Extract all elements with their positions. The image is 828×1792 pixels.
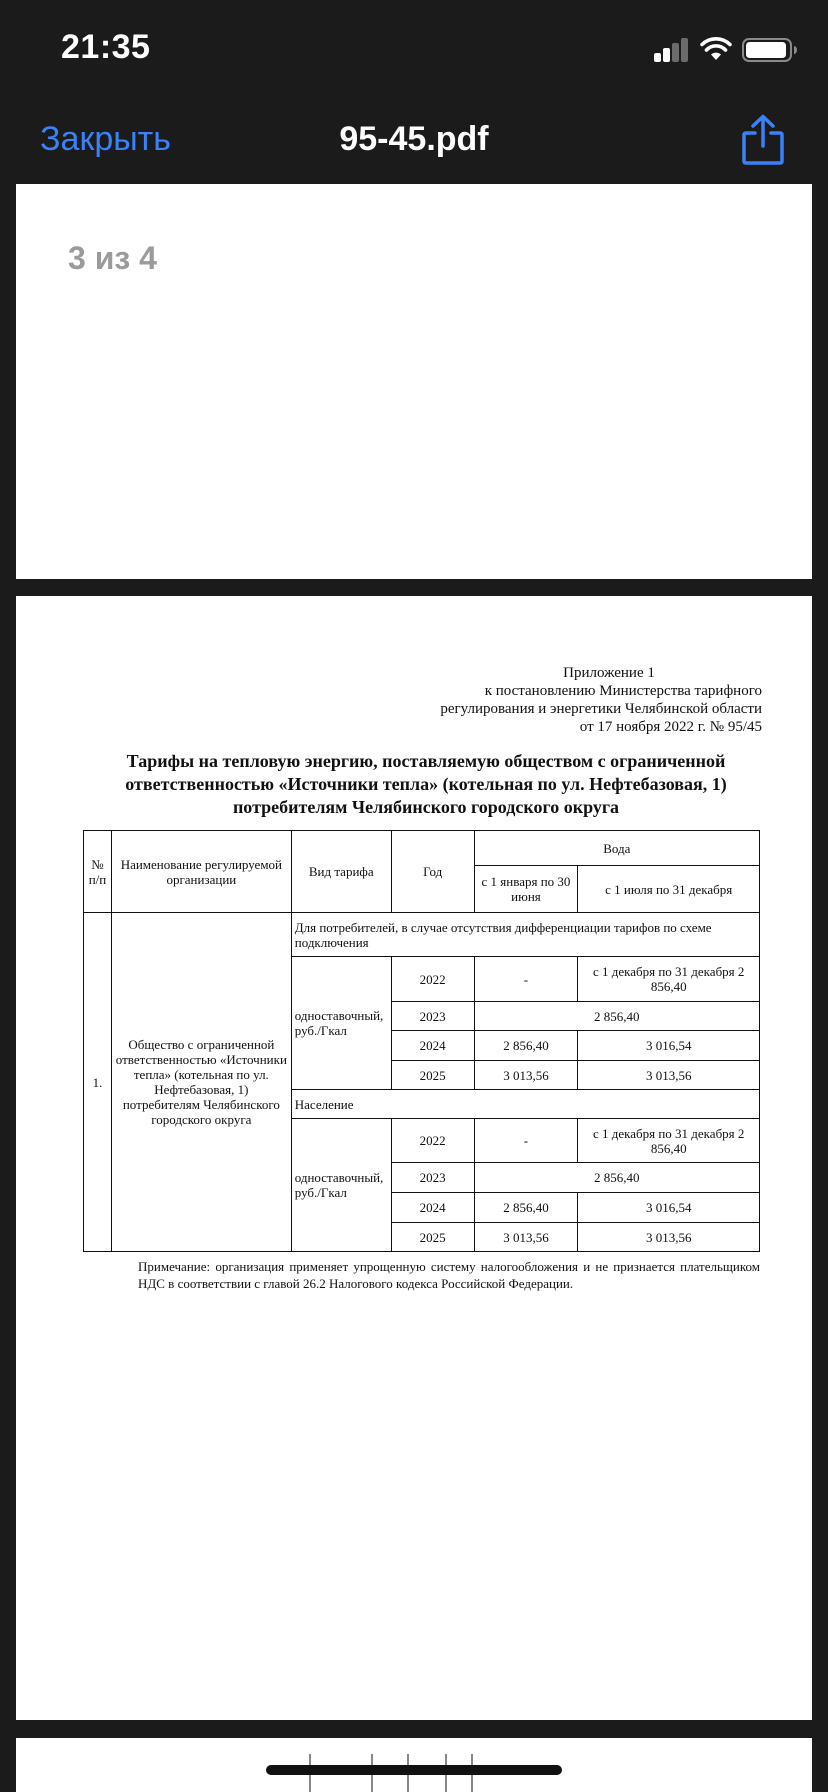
- header-period-2: с 1 июля по 31 декабря: [578, 866, 760, 913]
- home-indicator: [266, 1765, 562, 1775]
- pdf-page-current[interactable]: [16, 596, 812, 1720]
- value-cell: 3 013,56: [474, 1223, 578, 1252]
- tariff-type: одноставочный, руб./Гкал: [291, 1119, 391, 1252]
- year-cell: 2022: [391, 1119, 474, 1163]
- heading-line: потребителям Челябинского городского округа: [232, 797, 620, 817]
- value-cell: с 1 декабря по 31 декабря 2 856,40: [578, 957, 760, 1002]
- pdf-page-previous[interactable]: [16, 184, 812, 579]
- battery-icon: [742, 38, 798, 62]
- value-cell: 3 016,54: [578, 1031, 760, 1061]
- close-button[interactable]: Закрыть: [40, 120, 171, 158]
- status-bar: [0, 0, 828, 92]
- value-cell: 3 013,56: [578, 1223, 760, 1252]
- value-cell: с 1 декабря по 31 декабря 2 856,40: [578, 1119, 760, 1163]
- section-label: Население: [291, 1090, 759, 1119]
- appendix-line: Приложение 1: [563, 665, 655, 681]
- year-cell: 2024: [391, 1193, 474, 1223]
- value-cell: -: [474, 957, 578, 1002]
- tariff-table: [83, 830, 760, 1252]
- row-number: 1.: [84, 913, 112, 1252]
- value-cell: 2 856,40: [474, 1002, 759, 1031]
- share-icon[interactable]: [740, 114, 786, 166]
- note-text: Примечание: организация применяет упрощенную систему налогообложения и не признается плательщиком НДС в соответствии с главой 26.2 Налогового кодекса Российской Федерации.: [138, 1259, 760, 1291]
- tariff-type: одноставочный, руб./Гкал: [291, 957, 391, 1090]
- note-paragraph: [83, 1258, 760, 1292]
- appendix-line: от 17 ноября 2022 г. № 95/45: [579, 719, 762, 735]
- year-cell: 2023: [391, 1163, 474, 1193]
- header-tariff-type: Вид тарифа: [291, 831, 391, 913]
- value-cell: 3 013,56: [474, 1061, 578, 1090]
- appendix-line: регулирования и энергетики Челябинской области: [440, 701, 762, 717]
- section-label: Для потребителей, в случае отсутствия дифференциации тарифов по схеме подключения: [291, 913, 759, 957]
- year-cell: 2025: [391, 1223, 474, 1252]
- year-cell: 2025: [391, 1061, 474, 1090]
- status-time: 21:35: [61, 28, 151, 66]
- year-cell: 2022: [391, 957, 474, 1002]
- year-cell: 2024: [391, 1031, 474, 1061]
- value-cell: 2 856,40: [474, 1193, 578, 1223]
- organization-name: Общество с ограниченной ответственностью «Источники тепла» (котельная по ул. Нефтебазовая, 1) потребителям Челябинского городского округа: [111, 913, 291, 1252]
- value-cell: 2 856,40: [474, 1031, 578, 1061]
- header-num: № п/п: [84, 831, 112, 913]
- value-cell: 3 013,56: [578, 1061, 760, 1090]
- value-cell: -: [474, 1119, 578, 1163]
- wifi-icon: [700, 36, 732, 62]
- header-org: Наименование регулируемой организации: [111, 831, 291, 913]
- nav-bar: [0, 92, 828, 184]
- appendix-header: [316, 664, 762, 736]
- document-title: 95-45.pdf: [339, 120, 489, 158]
- document-heading: [86, 750, 766, 819]
- heading-line: Тарифы на тепловую энергию, поставляемую обществом с ограниченной: [126, 751, 726, 771]
- page-indicator: 3 из 4: [68, 240, 157, 276]
- year-cell: 2023: [391, 1002, 474, 1031]
- heading-line: ответственностью «Источники тепла» (котельная по ул. Нефтебазовая, 1): [125, 774, 727, 794]
- header-year: Год: [391, 831, 474, 913]
- cellular-signal-icon: [654, 38, 690, 62]
- header-water: Вода: [474, 831, 759, 866]
- header-period-1: с 1 января по 30 июня: [474, 866, 578, 913]
- value-cell: 2 856,40: [474, 1163, 759, 1193]
- value-cell: 3 016,54: [578, 1193, 760, 1223]
- appendix-line: к постановлению Министерства тарифного: [484, 683, 762, 699]
